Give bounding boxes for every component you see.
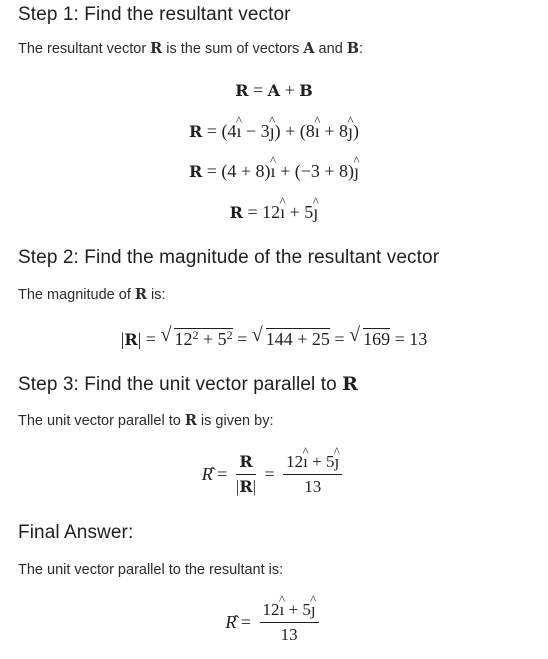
vector-b: B [346, 40, 360, 57]
vector-r: R [150, 40, 163, 57]
vector-r: R [184, 412, 197, 429]
step1-text [18, 40, 363, 57]
step3-text-a: The unit vector parallel to [18, 413, 185, 429]
step3-text-end: is given by: [196, 413, 274, 429]
equation-result: R = 12ı ^ + 5ȷ ^ [0, 202, 548, 223]
vector-r: R [342, 373, 359, 395]
step1-text-a: The resultant vector [18, 41, 151, 57]
equation-magnitude: |R| = √ $12^2 + 5^2$ = √ 144 + 25 = √ 169 = 13 [120, 324, 428, 349]
final-heading: Final Answer: [18, 522, 134, 543]
final-text: The unit vector parallel to the resultant is: [18, 562, 284, 578]
vector-r: R [134, 286, 147, 303]
step1-text-end: : [359, 41, 364, 57]
step3-heading [18, 373, 358, 396]
equation-unit-vector: R̂ = $\frac{R}{|R|}$ = $\frac{12ı \^{} + 5ȷ \^{}}{13}$ [0, 452, 548, 497]
equation-group: R = (4 + 8)ı ^ + (−3 + 8)ȷ ^ [0, 161, 548, 182]
step2-text-end: is: [146, 287, 166, 303]
step1-heading: Step 1: Find the resultant vector [18, 4, 291, 25]
equation-substitute: R = (4ı ^ − 3ȷ ^) + (8ı ^ + 8ȷ ^) [0, 121, 548, 142]
step2-heading: Step 2: Find the magnitude of the resultant vector [18, 247, 440, 268]
step3-heading-text: Step 3: Find the unit vector parallel to [18, 374, 343, 395]
step1-text-b: is the sum of vectors [162, 41, 304, 57]
equation-final: R̂ = $\frac{12ı \^{} + 5ȷ \^{}}{13}$ [0, 600, 548, 645]
step2-text-a: The magnitude of [18, 287, 135, 303]
step1-text-and: and [314, 41, 347, 57]
vector-a: A [303, 40, 315, 57]
step3-text [18, 412, 273, 429]
equation-sum: R = A + B [235, 80, 313, 100]
step2-text [18, 286, 165, 303]
